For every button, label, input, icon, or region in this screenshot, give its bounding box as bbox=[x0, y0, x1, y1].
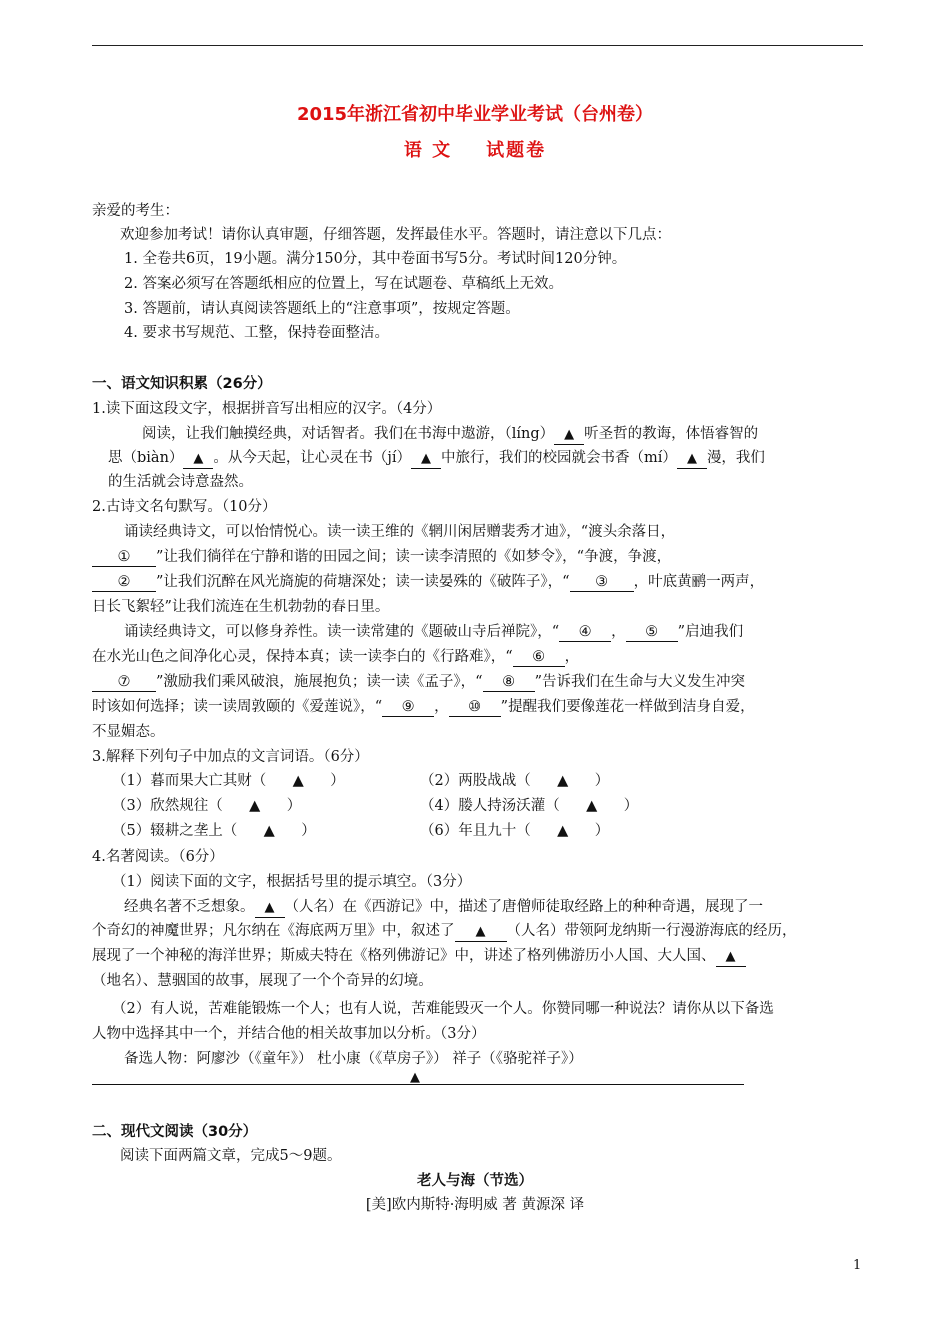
q1-prompt: 1.读下面这段文字，根据拼音写出相应的汉字。（4分） bbox=[92, 401, 442, 417]
article-byline: [美]欧内斯特·海明威 著 黄源深 译 bbox=[365, 1197, 585, 1213]
exam-title: 2015年浙江省初中毕业学业考试（台州卷） bbox=[296, 104, 654, 125]
q3-item: （1）暮而果大亡其财（ ▲ ） bbox=[112, 770, 345, 792]
rule-item: 4. 要求书写规范、工整，保持卷面整洁。 bbox=[124, 325, 389, 341]
paper-label: 试题卷 bbox=[486, 140, 547, 161]
answer-blank[interactable]: ▲ bbox=[716, 948, 746, 967]
header-rule bbox=[92, 45, 863, 46]
q3-item: （5）辍耕之垄上（ ▲ ） bbox=[112, 820, 316, 842]
q4-sub2-line1: （2）有人说，苦难能锻炼一个人；也有人说，苦难能毁灭一个人。你赞同哪一种说法？请你从以下备选 bbox=[112, 1001, 774, 1017]
q3-item: （3）欣然规往（ ▲ ） bbox=[112, 795, 301, 817]
q3-item: （4）媵人持汤沃灌（ ▲ ） bbox=[420, 795, 638, 817]
answer-blank[interactable]: ▲ bbox=[411, 450, 441, 469]
q2-prompt: 2.古诗文名句默写。（10分） bbox=[92, 499, 277, 515]
answer-blank[interactable]: ⑤ bbox=[626, 623, 678, 642]
answer-blank[interactable]: ⑧ bbox=[483, 673, 535, 692]
q2-p1-line3: ② ”让我们沉醉在风光旖旎的荷塘深处；读一读晏殊的《破阵子》，“ ③ ，叶底黄鹂一两声， bbox=[92, 571, 764, 593]
q4-candidates: 备选人物：阿廖沙（《童年》） 杜小康（《草房子》） 祥子（《骆驼祥子》） bbox=[124, 1051, 583, 1067]
q3-item: （6）年且九十（ ▲ ） bbox=[420, 820, 609, 842]
q4-sub1: （1）阅读下面的文字，根据括号里的提示填空。（3分） bbox=[112, 874, 472, 890]
q3-prompt: 3.解释下列句子中加点的文言词语。（6分） bbox=[92, 749, 369, 765]
answer-slot[interactable]: ▲ bbox=[249, 798, 261, 814]
q2-p1-line4: 日长飞絮轻”让我们流连在生机勃勃的春日里。 bbox=[92, 599, 390, 615]
q4-line3: 展现了一个神秘的海洋世界；斯威夫特在《格列佛游记》中，讲述了格列佛游历小人国、大人国、 ▲ bbox=[92, 945, 746, 967]
q2-p2-line2: 在水光山色之间净化心灵，保持本真；读一读李白的《行路难》，“ ⑥ ， bbox=[92, 649, 580, 665]
q2-p2-line5: 不显媚态。 bbox=[92, 724, 165, 740]
article-title: 老人与海（节选） bbox=[417, 1173, 533, 1189]
answer-slot[interactable]: ▲ bbox=[557, 823, 569, 839]
answer-blank[interactable]: ⑦ bbox=[92, 673, 156, 692]
section2-heading: 二、现代文阅读（30分） bbox=[92, 1124, 258, 1140]
answer-blank[interactable]: ① bbox=[92, 548, 156, 567]
answer-blank[interactable]: ▲ bbox=[554, 426, 584, 445]
welcome-text: 欢迎参加考试！请你认真审题，仔细答题，发挥最佳水平。答题时，请注意以下几点： bbox=[120, 227, 671, 243]
q4-line4: （地名）、慧骃国的故事，展现了一个个奇异的幻境。 bbox=[92, 973, 433, 989]
q4-line2: 个奇幻的神魔世界；凡尔纳在《海底两万里》中，叙述了 ▲ （人名）带领阿龙纳斯一行漫游海底的经历， bbox=[92, 920, 797, 942]
answer-slot[interactable]: ▲ bbox=[557, 773, 569, 789]
q2-p1-line1: 诵读经典诗文，可以怡情悦心。读一读王维的《辋川闲居赠裴秀才迪》，“渡头余落日， bbox=[124, 524, 676, 540]
rule-item: 2. 答案必须写在答题纸相应的位置上，写在试题卷、草稿纸上无效。 bbox=[124, 276, 563, 292]
q4-prompt: 4.名著阅读。（6分） bbox=[92, 849, 224, 865]
answer-slot[interactable]: ▲ bbox=[292, 773, 304, 789]
answer-blank[interactable]: ▲ bbox=[455, 923, 507, 942]
q4-line1: 经典名著不乏想象。 ▲ （人名）在《西游记》中，描述了唐僧师徒取经路上的种种奇遇，展现了一 bbox=[124, 896, 763, 918]
answer-blank[interactable]: ▲ bbox=[255, 899, 285, 918]
q1-line3: 的生活就会诗意盎然。 bbox=[108, 474, 253, 490]
q4-sub2-line2: 人物中选择其中一个，并结合他的相关故事加以分析。（3分） bbox=[92, 1026, 486, 1042]
greeting: 亲爱的考生： bbox=[92, 203, 179, 219]
answer-blank[interactable]: ⑥ bbox=[513, 648, 565, 667]
q3-item: （2）两股战战（ ▲ ） bbox=[420, 770, 609, 792]
answer-blank[interactable]: ⑩ bbox=[449, 698, 501, 717]
answer-blank[interactable]: ⑨ bbox=[382, 698, 434, 717]
rule-item: 3. 答题前，请认真阅读答题纸上的“注意事项”，按规定答题。 bbox=[124, 301, 520, 317]
q2-p2-line3: ⑦ ”激励我们乘风破浪，施展抱负；读一读《孟子》，“ ⑧ ”告诉我们在生命与大义发生冲突 bbox=[92, 671, 745, 693]
answer-blank[interactable]: ④ bbox=[559, 623, 611, 642]
subject-label: 语 文 bbox=[403, 140, 453, 161]
answer-slot[interactable]: ▲ bbox=[263, 823, 275, 839]
section2-intro: 阅读下面两篇文章，完成5～9题。 bbox=[120, 1148, 342, 1164]
answer-blank[interactable]: ▲ bbox=[677, 450, 707, 469]
answer-marker: ▲ bbox=[410, 1070, 420, 1085]
q2-p2-line1: 诵读经典诗文，可以修身养性。读一读常建的《题破山寺后禅院》，“ ④ ， ⑤ ”启迪我们 bbox=[124, 624, 744, 640]
answer-blank[interactable]: ③ bbox=[570, 573, 634, 592]
answer-blank[interactable]: ② bbox=[92, 573, 156, 592]
answer-slot[interactable]: ▲ bbox=[586, 798, 598, 814]
answer-line[interactable] bbox=[92, 1084, 744, 1085]
q2-p1-line2: ① ”让我们徜徉在宁静和谐的田园之间；读一读李清照的《如梦令》，“争渡，争渡， bbox=[92, 546, 671, 568]
q1-line2: 思（biàn） ▲ 。从今天起，让心灵在书（jí） ▲ 中旅行，我们的校园就会书香（mí） ▲ 漫，我们 bbox=[108, 447, 765, 469]
page-number: 1 bbox=[853, 1258, 862, 1273]
rule-item: 1. 全卷共6页，19小题。满分150分，其中卷面书写5分。考试时间120分钟。 bbox=[124, 251, 627, 267]
answer-blank[interactable]: ▲ bbox=[183, 450, 213, 469]
q1-line1: 阅读，让我们触摸经典，对话智者。我们在书海中遨游，（líng） ▲ 听圣哲的教诲，体悟睿智的 bbox=[142, 423, 758, 445]
section1-heading: 一、语文知识积累（26分） bbox=[92, 376, 272, 392]
q2-p2-line4: 时该如何选择；读一读周敦颐的《爱莲说》，“ ⑨ ， ⑩ ”提醒我们要像莲花一样做到洁身自爱， bbox=[92, 699, 755, 715]
exam-subtitle bbox=[0, 136, 950, 162]
